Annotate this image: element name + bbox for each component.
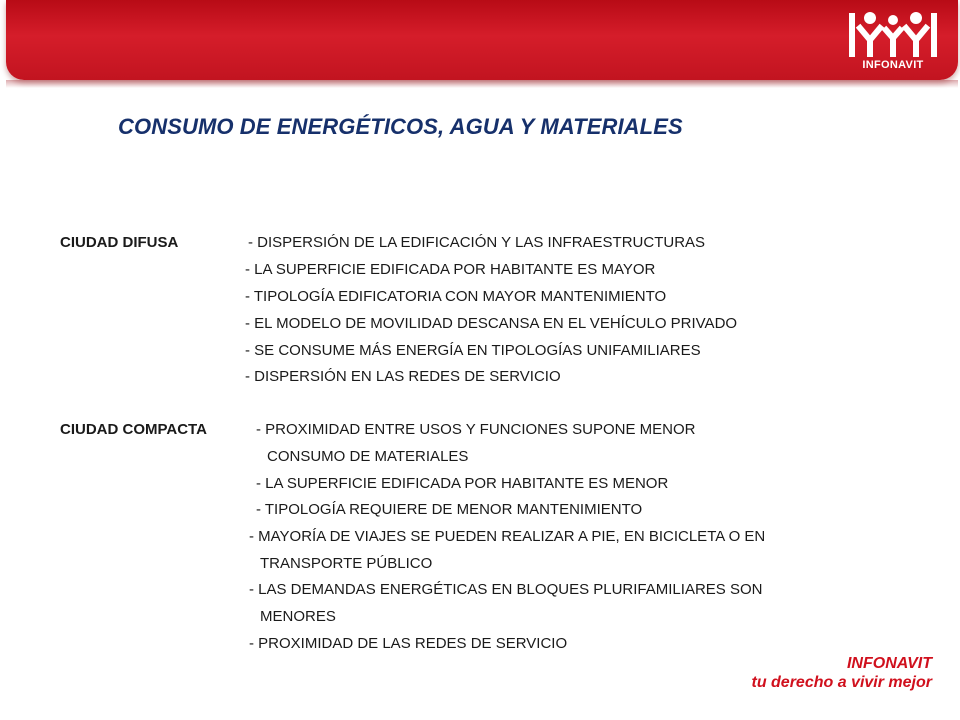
compacta-item: - LA SUPERFICIE EDIFICADA POR HABITANTE ES MENOR: [256, 475, 669, 492]
compacta-item: MENORES: [260, 608, 336, 625]
header-banner: [6, 0, 958, 80]
people-house-icon: [848, 8, 938, 60]
compacta-item: TRANSPORTE PÚBLICO: [260, 555, 433, 572]
header-shadow: [6, 80, 958, 88]
infonavit-logo: [848, 8, 938, 76]
compacta-item: - LAS DEMANDAS ENERGÉTICAS EN BLOQUES PLURIFAMILIARES SON: [249, 581, 763, 598]
compacta-item: CONSUMO DE MATERIALES: [267, 448, 469, 465]
difusa-item: - DISPERSIÓN DE LA EDIFICACIÓN Y LAS INFRAESTRUCTURAS: [248, 234, 706, 251]
difusa-item: - SE CONSUME MÁS ENERGÍA EN TIPOLOGÍAS UNIFAMILIARES: [245, 342, 701, 359]
difusa-item: - EL MODELO DE MOVILIDAD DESCANSA EN EL VEHÍCULO PRIVADO: [245, 315, 738, 332]
compacta-item: - TIPOLOGÍA REQUIERE DE MENOR MANTENIMIENTO: [256, 501, 643, 518]
compacta-item: - PROXIMIDAD ENTRE USOS Y FUNCIONES SUPONE MENOR: [256, 421, 696, 438]
difusa-item: - TIPOLOGÍA EDIFICATORIA CON MAYOR MANTENIMIENTO: [245, 288, 667, 305]
footer-brand: [751, 654, 932, 692]
compacta-label: CIUDAD COMPACTA: [60, 421, 207, 438]
page-title: CONSUMO DE ENERGÉTICOS, AGUA Y MATERIALES: [118, 114, 683, 139]
difusa-item: - LA SUPERFICIE EDIFICADA POR HABITANTE ES MAYOR: [245, 261, 656, 278]
difusa-item: - DISPERSIÓN EN LAS REDES DE SERVICIO: [245, 368, 561, 385]
difusa-label: CIUDAD DIFUSA: [60, 234, 179, 251]
logo-text: INFONAVIT: [862, 59, 924, 71]
compacta-item: - PROXIMIDAD DE LAS REDES DE SERVICIO: [249, 635, 568, 652]
footer-brand-name: INFONAVIT: [846, 655, 932, 672]
footer-tagline: tu derecho a vivir mejor: [751, 674, 932, 691]
compacta-item: - MAYORÍA DE VIAJES SE PUEDEN REALIZAR A PIE, EN BICICLETA O EN: [249, 528, 766, 545]
